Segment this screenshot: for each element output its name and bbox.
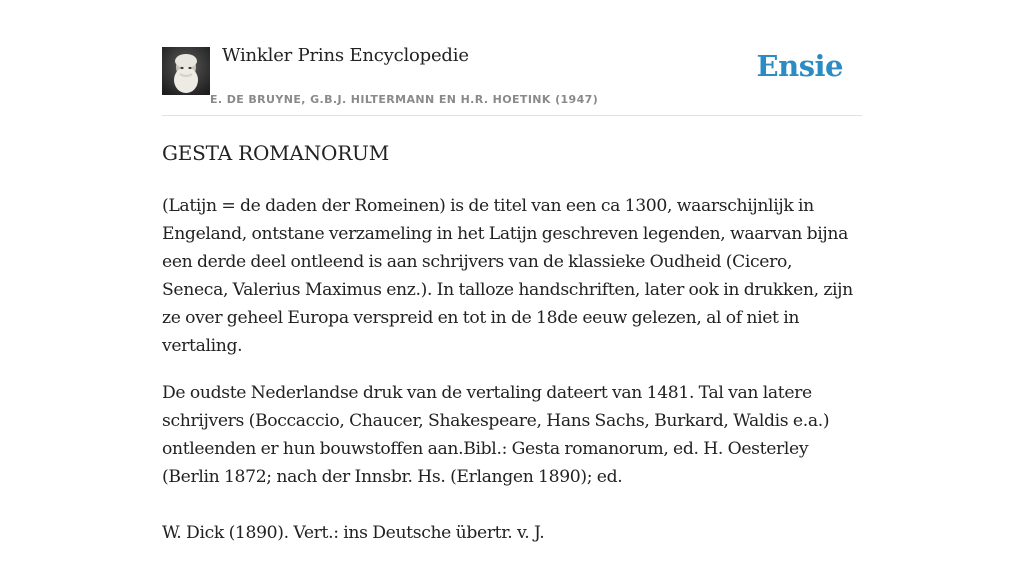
authors-byline: E. DE BRUYNE, G.B.J. HILTERMANN EN H.R. HOETINK (1947) <box>210 93 599 106</box>
site-header <box>162 0 862 116</box>
article-paragraph: De oudste Nederlandse druk van de vertaling dateert van 1481. Tal van latere schrijvers (Boccaccio, Chaucer, Shakespeare, Hans Sachs, Burkard, Waldis e.a.) ontleenden er hun bouwstoffen aan.Bibl.: Gesta romanorum, ed. H. Oesterley (Berlin 1872; nach der Innsbr. Hs. (Erlangen 1890); ed. <box>162 383 830 487</box>
article-paragraph: W. Dick (1890). Vert.: ins Deutsche übertr. v. J. <box>162 523 545 543</box>
author-portrait-icon <box>162 47 210 95</box>
page <box>162 0 862 543</box>
article-paragraph: (Latijn = de daden der Romeinen) is de titel van een ca 1300, waarschijnlijk in Engeland, ontstane verzameling in het Latijn geschreven legenden, waarvan bijna een derde deel ontleend is aan schrijvers van de klassieke Oudheid (Cicero, Seneca, Valerius Maximus enz.). In talloze handschriften, later ook in drukken, zijn ze over geheel Europa verspreid en tot in de 18de eeuw gelezen, al of niet in vertaling. <box>162 196 853 356</box>
article-title: GESTA ROMANORUM <box>162 141 389 165</box>
author-avatar <box>162 47 210 95</box>
site-title[interactable]: Winkler Prins Encyclopedie <box>222 45 469 66</box>
ensie-logo-link[interactable]: Ensie <box>756 49 843 83</box>
article-body <box>162 192 862 566</box>
